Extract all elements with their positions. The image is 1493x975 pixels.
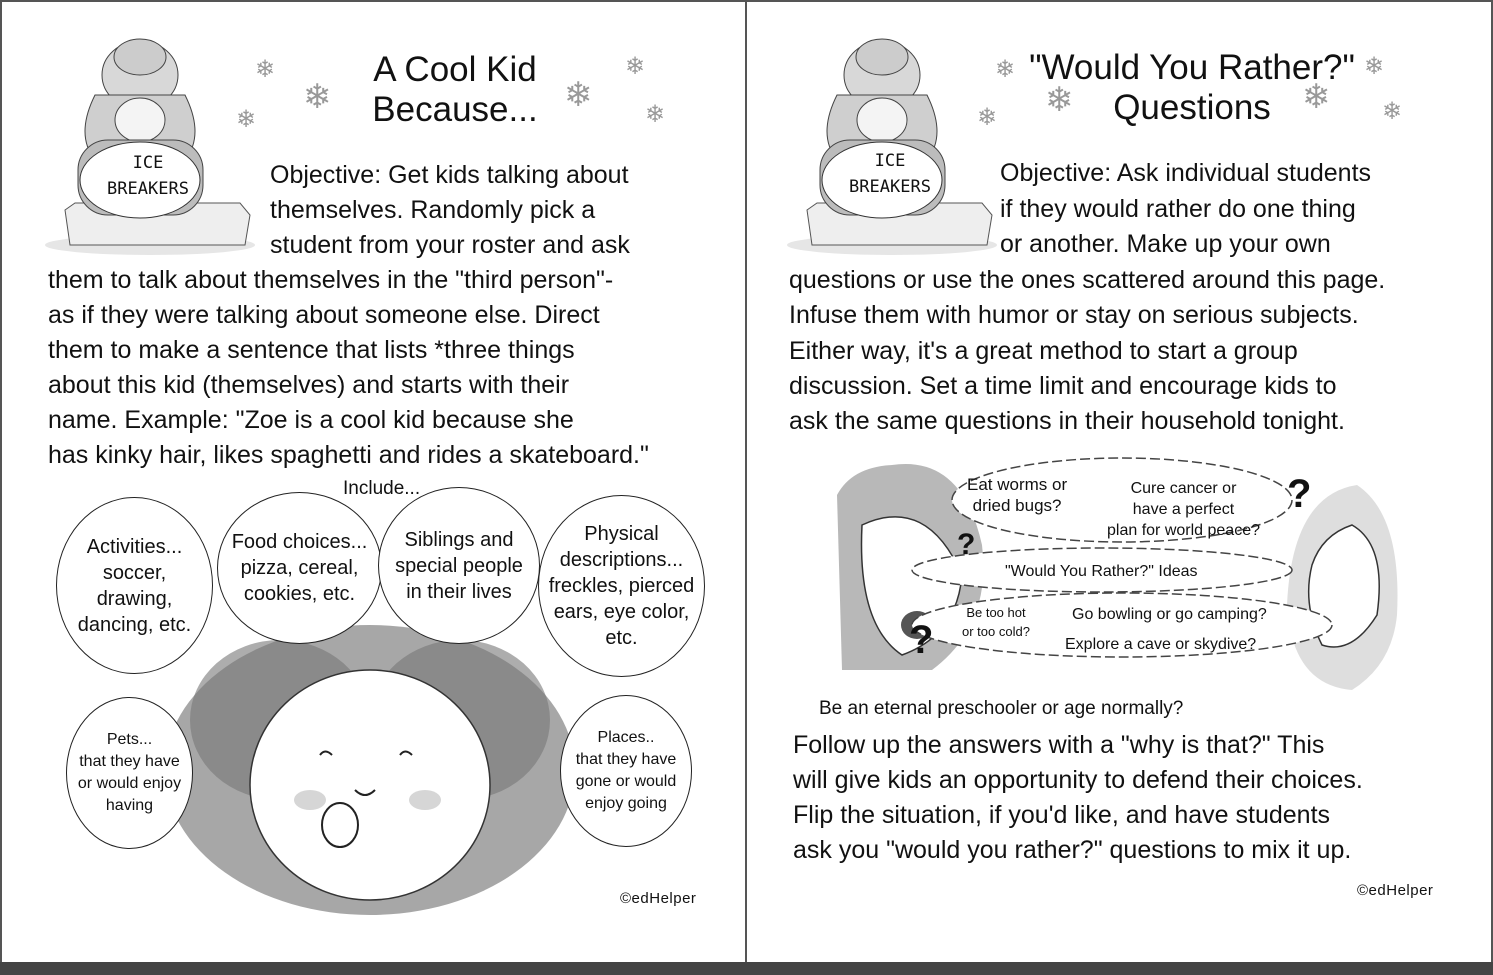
cloud-bowling-camping: Go bowling or go camping? [1072,606,1267,623]
objective-line: Either way, it's a great method to start a group [789,337,1298,365]
objective-line: name. Example: "Zoe is a cool kid because she [48,406,574,434]
followup-line: Flip the situation, if you'd like, and have students [793,801,1331,829]
snowflake-icon: ❄ [625,53,646,80]
followup-line: Follow up the answers with a "why is that?" This [793,731,1325,759]
snowflake-icon: ❄ [1382,98,1403,125]
cloud-hot-or-cold: Be too hot or too cold? [962,605,1030,639]
page-title-line-2: Because... [372,90,538,129]
ice-breakers-mascot-icon [40,35,260,255]
bubble-pets: Pets... that they have or would enjoy having [66,697,193,849]
snowflake-icon: ❄ [303,78,332,116]
question-mark-icon: ? [957,528,976,561]
objective-line: discussion. Set a time limit and encourage kids to [789,372,1337,400]
objective-line: has kinky hair, likes spaghetti and rides a skateboard." [48,441,649,469]
snowflake-icon: ❄ [1302,78,1331,116]
cloud-cave-skydive: Explore a cave or skydive? [1065,636,1257,653]
objective-line: if they would rather do one thing [1000,195,1356,223]
mascot-label-line-2: BREAKERS [107,179,189,199]
mascot-label-line-1: ICE [132,153,164,173]
snowflake-icon: ❄ [995,56,1016,83]
objective-line: about this kid (themselves) and starts with their [48,371,570,399]
bottom-border [0,962,1493,975]
mascot-label-line-2: BREAKERS [849,177,931,197]
page-title-line-1: "Would You Rather?" [1029,48,1355,87]
preschooler-question: Be an eternal preschooler or age normally? [819,698,1184,719]
ice-breakers-mascot-icon [782,35,1002,255]
objective-line: questions or use the ones scattered around this page. [789,266,1386,294]
bubble-places: Places.. that they have gone or would enjoy going [560,695,692,847]
bubble-activities: Activities... soccer, drawing, dancing, etc. [56,497,213,674]
page-title-line-1: A Cool Kid [373,50,537,89]
snowflake-icon: ❄ [645,101,666,128]
bubble-food-choices: Food choices... pizza, cereal, cookies, etc. [217,492,382,644]
cloud-cure-cancer: Cure cancer or have a perfect plan for world peace? [1107,480,1260,539]
snowflake-icon: ❄ [255,56,276,83]
bubble-siblings: Siblings and special people in their lives [378,487,540,644]
cloud-ideas-label: "Would You Rather?" Ideas [1005,563,1198,580]
page-title-line-2: Questions [1113,88,1271,127]
curly-haired-girl-icon [160,610,580,920]
objective-line: them to make a sentence that lists *three things [48,336,575,364]
snowflake-icon: ❄ [564,76,593,114]
snowflake-icon: ❄ [977,104,998,131]
question-mark-icon: ? [909,618,934,662]
objective-line: them to talk about themselves in the "third person"- [48,266,614,294]
bubble-physical-descriptions: Physical descriptions... freckles, pierced ears, eye color, etc. [538,495,705,677]
copyright-credit: ©edHelper [1357,882,1434,899]
objective-line: student from your roster and ask [270,231,630,259]
followup-line: will give kids an opportunity to defend their choices. [793,766,1363,794]
copyright-credit: ©edHelper [620,890,697,907]
include-label: Include... [343,478,421,499]
objective-line: Objective: Get kids talking about [270,161,629,189]
objective-line: themselves. Randomly pick a [270,196,596,224]
mascot-label-line-1: ICE [874,151,906,171]
question-mark-icon: ? [1287,472,1312,516]
objective-line: Infuse them with humor or stay on serious subjects. [789,301,1359,329]
cloud-worms: Eat worms or dried bugs? [967,475,1068,515]
snowflake-icon: ❄ [236,106,257,133]
objective-line: as if they were talking about someone else. Direct [48,301,600,329]
followup-line: ask you "would you rather?" questions to mix it up. [793,836,1352,864]
right-panel [747,0,1491,960]
left-panel [0,0,745,960]
objective-line: Objective: Ask individual students [1000,159,1372,187]
snowflake-icon: ❄ [1045,81,1074,119]
snowflake-icon: ❄ [1364,53,1385,80]
objective-line: or another. Make up your own [1000,230,1331,258]
objective-line: ask the same questions in their household tonight. [789,407,1345,435]
